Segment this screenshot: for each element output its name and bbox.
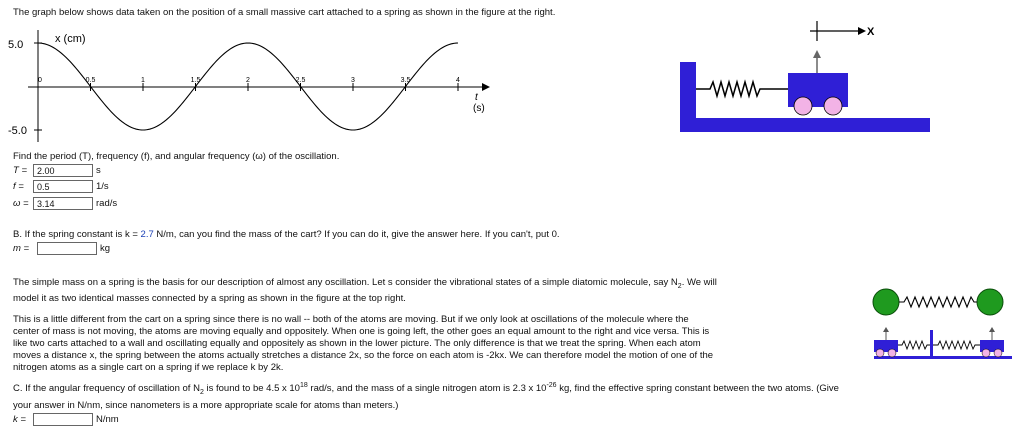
x-axis-label-t: t <box>475 92 478 103</box>
part-c-question <box>13 380 839 399</box>
x-tick-label: 3.5 <box>400 77 411 84</box>
para2-line: center of mass is not moving, the atoms are moving equally and oppositely. When one is going left, the other goes an equal amount to the right and vice versa. This is <box>13 326 710 337</box>
m-label: m = <box>13 243 30 254</box>
para1-line1-end: . We will <box>681 277 717 288</box>
intro-text: The graph below shows data taken on the position of a small massive cart attached to a spring as shown in the figure at the right. <box>13 7 556 18</box>
omega-label: ω = <box>13 198 29 209</box>
para2-line: moves a distance x, the spring between the atoms actually stretches a distance 2x, so the force on each atom is -2kx. We can therefore model the motion of one of the <box>13 350 714 361</box>
atom-left <box>873 289 899 315</box>
x-tick-label: 1.5 <box>190 77 201 84</box>
center-wall <box>930 330 933 356</box>
mass-input[interactable] <box>37 242 97 255</box>
pointer-tip <box>883 327 889 332</box>
k-label: k = <box>13 414 26 425</box>
position-graph <box>8 22 498 150</box>
part-c-sup: -26 <box>546 382 557 389</box>
part-c-sup: 18 <box>299 382 308 389</box>
x-label: X <box>867 26 875 38</box>
part-b-question <box>13 229 560 241</box>
cart-spring-figure <box>670 18 940 136</box>
diatomic-intro <box>13 277 863 305</box>
para2-line: like two carts attached to a wall and oscillating equally and oppositely as shown in the lower picture. The only difference is that we treat the spring. When each atom <box>13 338 701 349</box>
cart-left-wheel <box>876 349 884 357</box>
mass-unit: kg <box>100 243 111 254</box>
frequency-unit: 1/s <box>96 181 109 192</box>
pointer-tip <box>989 327 995 332</box>
part-c-sub: 2 <box>199 389 204 397</box>
molecular-bond-spring <box>899 297 977 307</box>
angular-frequency-unit: rad/s <box>96 198 118 209</box>
part-b-q-pre: B. If the spring constant is k = <box>13 229 141 240</box>
x-tick-label: 4 <box>456 77 460 84</box>
cart-left-wheel <box>888 349 896 357</box>
diatomic-explanation <box>13 314 863 374</box>
x-tick-label: 1 <box>141 77 145 84</box>
x-tick-label: 3 <box>351 77 355 84</box>
y-axis-label: x (cm) <box>55 33 86 45</box>
cart-right-wheel <box>982 349 990 357</box>
part-c-text: rad/s, and the mass of a single nitrogen atom is 2.3 x 10 <box>307 383 547 395</box>
x-tick-label: 2 <box>246 77 250 84</box>
x-tick-label: 2.5 <box>295 77 306 84</box>
para1-sub: 2 <box>677 282 682 290</box>
para2-line: nitrogen atoms as a single cart on a spring if we replace k by 2k. <box>13 362 284 373</box>
period-unit: s <box>96 165 101 176</box>
part-a-question: Find the period (T), frequency (f), and angular frequency (ω) of the oscillation. <box>13 151 340 162</box>
T-label: T = <box>13 165 27 176</box>
part-b-k-value: 2.7 <box>140 229 154 240</box>
y-max-label: 5.0 <box>8 39 24 51</box>
cart-right-wheel <box>994 349 1002 357</box>
part-c-text: C. If the angular frequency of oscillation of N <box>13 383 200 395</box>
angular-frequency-input[interactable]: 3.14 <box>33 197 93 210</box>
floor <box>680 118 930 132</box>
spring <box>696 82 790 96</box>
f-label: f = <box>13 181 24 192</box>
period-input[interactable]: 2.00 <box>33 164 93 177</box>
part-c-text: kg, find the effective spring constant between the two atoms. (Give <box>556 383 839 395</box>
part-b-q-post: N/m, can you find the mass of the cart? If you can do it, give the answer here. If you can't, put 0. <box>153 229 560 240</box>
lower-floor <box>874 356 1012 359</box>
x-axis-arrow <box>482 83 490 91</box>
pointer-tip <box>813 50 821 58</box>
molecule-figure <box>866 284 1016 364</box>
part-c-text: is found to be 4.5 x 10 <box>203 383 300 395</box>
wheel-left <box>794 97 812 115</box>
frequency-input[interactable]: 0.5 <box>33 180 93 193</box>
wheel-right <box>824 97 842 115</box>
spring-constant-input[interactable] <box>33 413 93 426</box>
x-tick-label: 0 <box>38 77 42 84</box>
para1-line2: model it as two identical masses connected by a spring as shown in the figure at the top right. <box>13 292 406 304</box>
x-arrowhead <box>858 27 866 35</box>
para1-line1: The simple mass on a spring is the basis for our description of almost any oscillation. Let s consider the vibrational states of a simple diatomic molecule, say N <box>13 277 678 288</box>
spring-right <box>933 341 980 349</box>
part-c-question-line2: your answer in N/nm, since nanometers is a more appropriate scale for atoms than meters.) <box>13 400 399 411</box>
para2-line: This is a little different from the cart on a spring since there is no wall -- both of the atoms are moving. But if we only look at oscillations of the molecule where the <box>13 314 689 325</box>
y-min-label: -5.0 <box>8 125 27 137</box>
spring-constant-unit: N/nm <box>96 414 119 425</box>
x-tick-label: 0.5 <box>85 77 96 84</box>
atom-right <box>977 289 1003 315</box>
spring-left <box>898 341 930 349</box>
x-axis-label-unit: (s) <box>473 103 485 114</box>
